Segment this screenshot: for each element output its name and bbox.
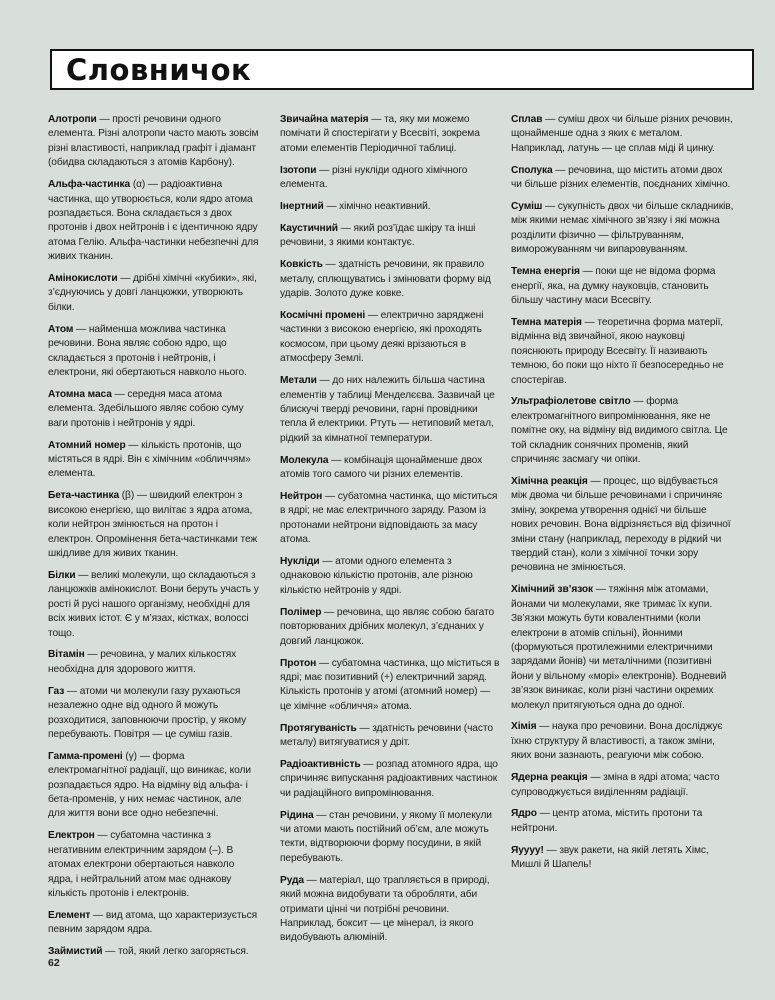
glossary-entry bbox=[280, 606, 500, 649]
glossary-term: Гамма-промені bbox=[48, 750, 123, 762]
glossary-term: Хімічний зв’язок bbox=[511, 584, 594, 596]
glossary-entry bbox=[280, 758, 500, 801]
glossary-entry bbox=[280, 309, 500, 367]
glossary-term: Полімер bbox=[280, 606, 322, 618]
glossary-definition: — сукупність двох чи більше складників, між якими немає хімічного зв’язку і які можна розділити фізично — фільтруванням, виморожуванням чи випаровуванням. bbox=[511, 201, 734, 256]
glossary-term: Темна матерія bbox=[511, 316, 582, 328]
glossary-term: Атом bbox=[48, 323, 74, 335]
glossary-entry bbox=[48, 945, 260, 959]
glossary-entry bbox=[511, 316, 735, 388]
glossary-entry bbox=[280, 258, 500, 301]
glossary-definition: — речовина, що являє собою багато повторюваних дрібних молекул, з’єднаних у довгий ланцюжок. bbox=[280, 606, 495, 647]
glossary-entry bbox=[280, 490, 500, 548]
glossary-definition: — великі молекули, що складаються з ланцюжків амінокислот. Вони беруть участь у рості й русі нашого організму, необхідні для всіх живих істот. Є у м’язах, кістках, волоссі тощо. bbox=[48, 569, 259, 639]
glossary-term: Займистий bbox=[48, 946, 103, 958]
glossary-definition: (γ) — форма електромагнітної радіації, що виникає, коли розпадається ядро. На відміну від альфа- і бета-променів, у них немає частинок, але для життя вони все одно небезпечні. bbox=[48, 750, 251, 820]
glossary-definition: — розпад атомного ядра, що спричиняє випускання радіоактивних частинок чи радіаційного випромінювання. bbox=[280, 758, 498, 799]
glossary-term: Хімічна реакція bbox=[511, 475, 588, 487]
glossary-term: Вітамін bbox=[48, 649, 85, 661]
glossary-term: Суміш bbox=[511, 201, 543, 213]
glossary-entry bbox=[280, 874, 500, 946]
page-number: 62 bbox=[48, 957, 60, 969]
glossary-definition: — атоми одного елемента з однаковою кількістю протонів, але різною кількістю нейтронів у ядрі. bbox=[280, 556, 473, 596]
glossary-entry bbox=[48, 750, 260, 822]
glossary-definition: — субатомна частинка, що міститься в ядрі; має позитивний (+) електричний заряд. Кількість протонів у атомі (атомний номер) — це хімічне «обличчя» атома. bbox=[280, 657, 500, 712]
glossary-definition: — різні нукліди одного хімічного елемента. bbox=[280, 164, 468, 191]
glossary-term: Темна енергія bbox=[511, 266, 580, 278]
glossary-entry bbox=[511, 583, 735, 713]
glossary-term: Рідина bbox=[280, 809, 314, 821]
glossary-entry bbox=[511, 200, 735, 258]
glossary-entry bbox=[511, 844, 735, 873]
glossary-definition: — субатомна частинка з негативним електричним зарядом (–). В атомах електрони обертаються навколо ядра, і нейтральний атом має однакову кількість протонів і електронів. bbox=[48, 830, 235, 899]
glossary-definition: — електрично заряджені частинки з високою енергією, які проходять космосом, при цьому деякі врізаються в атмосферу Землі. bbox=[280, 309, 484, 365]
title-box bbox=[50, 49, 754, 90]
glossary-term: Альфа-частинка bbox=[48, 179, 131, 191]
glossary-entry bbox=[280, 374, 500, 446]
glossary-definition: (α) — радіоактивна частинка, що утворюється, коли ядро атома розпадається. Вона складається з двох протонів і двох нейтронів і є ідентичною ядру атома Гелію. Альфа-частинки небезпечні для живих тканин. bbox=[48, 179, 259, 263]
glossary-column-3 bbox=[511, 113, 735, 880]
glossary-entry bbox=[511, 807, 735, 836]
glossary-entry bbox=[280, 164, 500, 193]
glossary-definition: — речовина, у малих кількостях необхідна для здорового життя. bbox=[48, 649, 237, 675]
glossary-definition: — субатомна частинка, що міститься в ядрі; не має електричного заряду. Разом із протонами нейтрони відповідають за масу атома. bbox=[280, 490, 498, 546]
glossary-entry bbox=[511, 395, 735, 467]
glossary-entry bbox=[280, 222, 500, 251]
glossary-term: Атомний номер bbox=[48, 439, 126, 451]
glossary-entry bbox=[48, 909, 260, 938]
glossary-definition: — кількість протонів, що містяться в ядрі. Він є хімічним «обличчям» елемента. bbox=[48, 439, 251, 480]
glossary-definition: — суміш двох чи більше різних речовин, щонайменше одна з яких є металом. Наприклад, латунь — це сплав міді й цинку. bbox=[511, 114, 733, 154]
glossary-entry bbox=[48, 323, 260, 381]
glossary-term: Каустичний bbox=[280, 222, 338, 234]
glossary-term: Ядерна реакція bbox=[511, 772, 588, 784]
glossary-term: Радіоактивність bbox=[280, 758, 361, 770]
glossary-definition: — звук ракети, на якій летять Хімс, Мишлі й Шапель! bbox=[511, 844, 709, 871]
glossary-definition: — до них належить більша частина елементів у таблиці Менделєєва. Зазвичай це блискучі тверді речовини, гарні провідники тепла й електрики. Ртуть — нетиповий метал, рідкий за кімнатної температури. bbox=[280, 375, 495, 444]
glossary-term: Ядро bbox=[511, 808, 537, 820]
glossary-definition: — процес, що відбувається між двома чи більше речовинами і спричиняє зміну, зокрема утворення однієї чи більше нових речовин. Вона відрізняється від фізичної зміни стану (наприклад, переходу в рідкий чи твердий стан), коли з хімічної точки зору речовина не змінюється. bbox=[511, 475, 731, 574]
glossary-entry bbox=[511, 720, 735, 763]
glossary-term: Метали bbox=[280, 375, 317, 387]
glossary-term: Нейтрон bbox=[280, 490, 323, 502]
glossary-term: Протягуваність bbox=[280, 722, 357, 734]
glossary-definition: — зміна в ядрі атома; часто супроводжується виділенням радіації. bbox=[511, 772, 720, 798]
glossary-entry bbox=[48, 829, 260, 901]
glossary-term: Амінокислоти bbox=[48, 273, 118, 285]
glossary-term: Газ bbox=[48, 685, 65, 697]
glossary-definition: (β) — швидкий електрон з високою енергією, що вилітає з ядра атома, коли нейтрон змінюється на протон і електрон. Опромінення бета-частинками теж шкідливе для живих тканин. bbox=[48, 490, 258, 559]
glossary-definition: — матеріал, що трапляється в природі, який можна видобувати та обробляти, аби отримати цінні чи потрібні речовини. Наприклад, боксит — це мінерал, із якого видобувають алюміній. bbox=[280, 874, 490, 944]
glossary-definition: — та, яку ми можемо помічати й спостерігати у Всесвіті, зокрема атоми елементів Періодичної таблиці. bbox=[280, 114, 480, 154]
glossary-definition: — форма електромагнітного випромінювання, яке не помітне оку, на відміну від видимого світла. Це той складник сонячних променів, який спричиняє засмагу чи опіки. bbox=[511, 396, 728, 466]
glossary-definition: — тяжіння між атомами, йонами чи молекулами, яке тримає їх купи. Зв’язки можуть бути ковалентними (коли електрони в атомів спільні), йонними (формуються протилежними електричними зарядами йонів) чи металічними (позитивні йони у вільному «морі» електронів). Водневий зв’язок виникає, коли різні частини окремих молекул притягуються одна до одної. bbox=[511, 584, 727, 711]
glossary-definition: — наука про речовини. Вона досліджує їхню структуру й властивості, а також зміни, яких вони зазнають, реагуючи між собою. bbox=[511, 721, 723, 762]
page-title: Словничок bbox=[66, 53, 252, 87]
glossary-term: Руда bbox=[280, 874, 304, 886]
glossary-term: Хімія bbox=[511, 721, 537, 733]
glossary-term: Яуууу! bbox=[511, 844, 544, 856]
glossary-entry bbox=[48, 388, 260, 431]
glossary-definition: — найменша можлива частинка речовини. Вона являє собою ядро, що складається з протонів і нейтронів, і електрони, які обертаються навколо нього. bbox=[48, 323, 247, 378]
glossary-term: Сплав bbox=[511, 114, 543, 125]
glossary-term: Білки bbox=[48, 569, 76, 581]
glossary-entry bbox=[511, 265, 735, 308]
glossary-definition: — хімічно неактивний. bbox=[323, 201, 431, 213]
glossary-column-1 bbox=[48, 113, 260, 967]
glossary-entry bbox=[48, 178, 260, 264]
glossary-term: Інертний bbox=[280, 201, 324, 213]
glossary-entry bbox=[280, 722, 500, 751]
glossary-term: Протон bbox=[280, 657, 317, 669]
glossary-definition: — той, який легко загоряється. bbox=[102, 946, 249, 958]
glossary-term: Атомна маса bbox=[48, 388, 112, 400]
glossary-definition: — комбінація щонайменше двох атомів того самого чи різних елементів. bbox=[280, 454, 483, 481]
glossary-entry bbox=[48, 569, 260, 641]
glossary-definition: — речовина, що містить атоми двох чи більше різних елементів, поєднаних хімічно. bbox=[511, 164, 731, 191]
glossary-definition: — поки ще не відома форма енергії, яка, на думку науковців, становить більшу частину маси Всесвіту. bbox=[511, 266, 716, 306]
glossary-term: Нукліди bbox=[280, 556, 320, 568]
glossary-entry bbox=[511, 164, 735, 193]
glossary-entry bbox=[48, 113, 260, 171]
glossary-term: Ультрафіолетове світло bbox=[511, 396, 631, 408]
glossary-definition: — середня маса атома елемента. Здебільшого являє собою суму ваги протонів і нейтронів у ядрі. bbox=[48, 388, 244, 429]
glossary-definition: — теоретична форма матерії, відмінна від звичайної, якою науковці пояснюють природу Всесвіту. Її називають темною, бо поки що ніхто її безпосередньо не спостерігав. bbox=[511, 316, 724, 386]
glossary-term: Ковкість bbox=[280, 259, 323, 271]
glossary-definition: — здатність речовини, як правило металу, сплющуватись і змінювати форму від ударів. Золото дуже ковке. bbox=[280, 259, 491, 300]
glossary-definition: — дрібні хімічні «кубики», які, з’єднуючись у довгі ланцюжки, утворюють білки. bbox=[48, 273, 257, 313]
glossary-entry bbox=[280, 200, 500, 214]
glossary-term: Бета-частинка bbox=[48, 490, 120, 502]
glossary-entry bbox=[48, 489, 260, 561]
glossary-term: Елемент bbox=[48, 909, 91, 921]
glossary-definition: — стан речовини, у якому її молекули чи атоми мають постійний об’єм, але можуть текти, відтворюючи форму посудини, в якій перебувають. bbox=[280, 809, 492, 864]
glossary-term: Алотропи bbox=[48, 114, 97, 125]
glossary-entry bbox=[48, 439, 260, 482]
glossary-entry bbox=[511, 475, 735, 576]
glossary-entry bbox=[48, 685, 260, 743]
glossary-entry bbox=[280, 555, 500, 598]
glossary-entry bbox=[48, 272, 260, 315]
glossary-definition: — центр атома, містить протони та нейтрони. bbox=[511, 808, 703, 834]
glossary-entry bbox=[280, 657, 500, 715]
glossary-entry bbox=[280, 113, 500, 156]
glossary-term: Звичайна матерія bbox=[280, 114, 369, 125]
glossary-entry bbox=[511, 771, 735, 800]
glossary-column-2 bbox=[280, 113, 500, 953]
glossary-term: Космічні промені bbox=[280, 309, 366, 321]
glossary-entry bbox=[280, 809, 500, 867]
glossary-definition: — який роз’їдає шкіру та інші речовини, з якими контактує. bbox=[280, 222, 476, 249]
glossary-entry bbox=[48, 648, 260, 677]
glossary-term: Сполука bbox=[511, 164, 553, 176]
glossary-term: Молекула bbox=[280, 454, 329, 466]
glossary-entry bbox=[280, 454, 500, 483]
glossary-definition: — атоми чи молекули газу рухаються незалежно одне від одного й можуть розходитися, заповнюючи простір, у якому перебувають. Повітря — це суміш газів. bbox=[48, 685, 247, 740]
glossary-definition: — здатність речовини (часто металу) витягуватися у дріт. bbox=[280, 722, 493, 749]
glossary-definition: — вид атома, що характеризується певним зарядом ядра. bbox=[48, 909, 258, 936]
glossary-term: Електрон bbox=[48, 830, 95, 842]
glossary-term: Ізотопи bbox=[280, 164, 317, 176]
glossary-entry bbox=[511, 113, 735, 156]
glossary-definition: — прості речовини одного елемента. Різні алотропи часто мають зовсім різні властивості, наприклад графіт і діамант (обидва складаються з атомів Карбону). bbox=[48, 114, 259, 169]
